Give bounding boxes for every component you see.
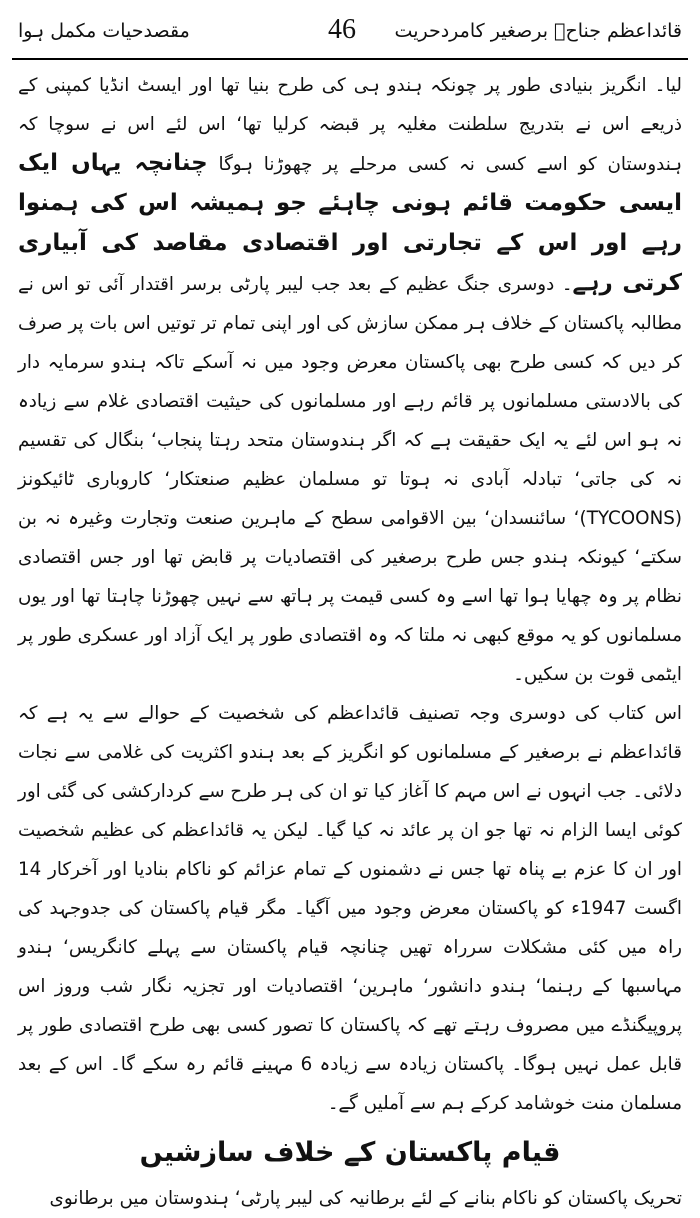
paragraph-1-lead: لیا۔ انگریز بنیادی طور پر چونکہ ہندو ہی کی طرح بنیا تھا اور ایسٹ انڈیا کمپنی کے ذریعے اس نے بتدریج سلطنت مغلیہ پر قبضہ کرلیا تھا‘ اس لئے اس نے سوچا کہ ہندوستان کو اسے کسی نہ کسی مرحلے پر چھوڑنا ہوگا xyxy=(18,75,682,175)
header-divider xyxy=(12,58,688,60)
closing-line: تحریک پاکستان کو ناکام بنانے کے لئے برطانیہ کی لیبر پارٹی‘ ہندوستان میں برطانوی xyxy=(49,1188,682,1209)
emphasized-passage: چنانچہ یہاں ایک ایسی حکومت قائم ہونی چاہئے جو ہمیشہ اس کی ہمنوا رہے اور اس کے تجارتی اور اقتصادی مقاصد کی آبیاری کرتی رہے xyxy=(18,150,682,296)
paragraph-1-rest: ۔ دوسری جنگ عظیم کے بعد جب لیبر پارٹی برسر اقتدار آئی تو اس نے مطالبہ پاکستان کے خلاف ہر ممکن سازش کی اور اپنی تمام تر توتیں اس بات پر صرف کر دیں کہ کسی طرح بھی پاکستان معرض وجود میں نہ آسکے تاکہ ہندو سرمایہ دار کی بالادستی مسلمانوں پر قائم رہے اور مسلمانوں کی حیثیت اقتصادی غلام سے زیادہ نہ ہو اس لئے یہ ایک حقیقت ہے کہ اگر ہندوستان متحد رہتا پنجاب‘ بنگال کی تقسیم نہ کی جاتی‘ تبادلہ آبادی نہ ہوتا تو مسلمان عظیم صنعتکار‘ کاروباری ٹائیکونز (TYCOONS)‘ سائنسدان‘ بین الاقوامی سطح کے ماہرین صنعت وتجارت وغیرہ نہ بن سکتے‘ کیونکہ ہندو جس طرح برصغیر کی اقتصادیات پر قابض تھا اور جس اقتصادی نظام پر وہ چھایا ہوا تھا اسے وہ کسی قیمت پر ہاتھ سے نہیں چھوڑنا چاہتا تھا اور یوں مسلمانوں کو یہ موقع کبھی نہ ملتا کہ وہ اقتصادی طور پر ایک آزاد اور عسکری طور پر ایٹمی قوت بن سکیں۔ xyxy=(18,274,682,685)
paragraph-2: اس کتاب کی دوسری وجہ تصنیف قائداعظم کی شخصیت کے حوالے سے یہ ہے کہ قائداعظم نے برصغیر کے مسلمانوں کو انگریز کے بعد ہندو اکثریت کی غلامی سے نجات دلائی۔ جب انہوں نے اس مہم کا آغاز کیا تو ان کی ہر طرح سے کردارکشی کی گئی اور کوئی ایسا الزام نہ تھا جو ان پر عائد نہ کیا گیا۔ لیکن یہ قائداعظم کی عظیم شخصیت اور ان کا عزم بے پناہ تھا جس نے دشمنوں کے تمام عزائم کو ناکام بنادیا اور آخرکار 14 اگست 1947ء کو پاکستان معرض وجود میں آگیا۔ مگر قیام پاکستان کی جدوجہد کی راہ میں کئی مشکلات سرراہ تھیں چنانچہ قیام پاکستان سے پہلے کانگریس‘ ہندو مہاسبھا کے رہنما‘ ہندو دانشور‘ ماہرین‘ اقتصادیات اور تجزیہ نگار شب وروز اس پروپیگنڈے میں مصروف رہتے تھے کہ پاکستان کا تصور کسی بھی طرح اقتصادی طور پر قابل عمل نہیں ہوگا۔ پاکستان زیادہ سے زیادہ 6 مہینے قائم رہ سکے گا۔ اس کے بعد مسلمان منت خوشامد کرکے ہم سے آملیں گے۔ xyxy=(18,703,682,1114)
paragraph-1 xyxy=(18,66,682,694)
page-header xyxy=(10,8,690,52)
page-number: 46 xyxy=(328,14,356,45)
book-title: قائداعظم جناحؒ برصغیر کامردحریت xyxy=(394,20,682,42)
section-heading: قیام پاکستان کے خلاف سازشیں xyxy=(139,1137,561,1168)
chapter-title: مقصدحیات مکمل ہوا xyxy=(18,20,190,42)
page-body xyxy=(18,66,682,1218)
